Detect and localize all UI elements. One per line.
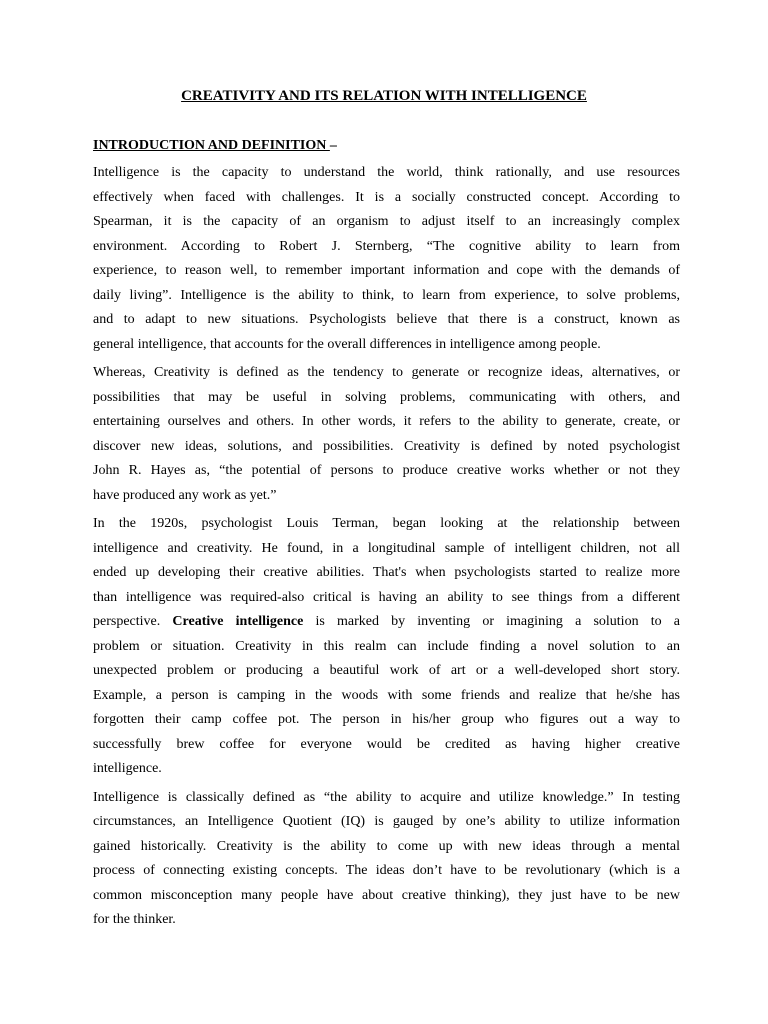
text-line: In the 1920s, psychologist Louis Terman, began looking at the relationship between xyxy=(93,516,680,531)
text-segment: is marked by inventing or imagining a solution to a xyxy=(303,614,681,629)
text-line: successfully brew coffee for everyone would be credited as having higher creative xyxy=(93,736,680,752)
text-segment: perspective. xyxy=(93,614,173,629)
section-heading-text: INTRODUCTION AND DEFINITION xyxy=(93,138,330,153)
paragraph-creativity-definition xyxy=(93,361,680,508)
text-line: John R. Hayes as, “the potential of persons to produce creative works whether or not they xyxy=(93,463,680,478)
text-line: experience, to reason well, to remember important information and cope with the demands of xyxy=(93,263,680,278)
section-heading xyxy=(93,136,337,156)
text-line: environment. According to Robert J. Sternberg, “The cognitive ability to learn from xyxy=(93,238,680,254)
paragraph-intelligence-vs-creativity xyxy=(93,786,680,933)
text-line: ended up developing their creative abilities. That's when psychologists started to realize more xyxy=(93,565,680,580)
text-line: than intelligence was required-also critical is having an ability to see things from a different xyxy=(93,589,680,605)
text-line: possibilities that may be useful in solving problems, communicating with others, and xyxy=(93,389,680,405)
text-line: Example, a person is camping in the woods with some friends and realize that he/she has xyxy=(93,687,680,703)
text-line: forgotten their camp coffee pot. The person in his/her group who figures out a way to xyxy=(93,712,680,727)
text-line: effectively when faced with challenges. It is a socially constructed concept. According to xyxy=(93,189,680,205)
section-heading-dash: – xyxy=(329,138,337,153)
text-line: process of connecting existing concepts. The ideas don’t have to be revolutionary (which is a xyxy=(93,863,680,878)
paragraph-intelligence-definition xyxy=(93,161,680,357)
text-line: circumstances, an Intelligence Quotient (IQ) is gauged by one’s ability to utilize information xyxy=(93,814,680,829)
text-line: Spearman, it is the capacity of an organism to adjust itself to an increasingly complex xyxy=(93,214,680,229)
text-line: intelligence and creativity. He found, in a longitudinal sample of intelligent children, not all xyxy=(93,540,680,556)
text-line: intelligence. xyxy=(93,761,162,776)
text-line: Intelligence is classically defined as “the ability to acquire and utilize knowledge.” In testing xyxy=(93,789,680,805)
text-line: daily living”. Intelligence is the ability to think, to learn from experience, to solve problems, xyxy=(93,287,680,303)
bold-term-creative-intelligence: Creative intelligence xyxy=(172,614,304,629)
text-line: problem or situation. Creativity in this realm can include finding a novel solution to an xyxy=(93,638,680,654)
text-line: Whereas, Creativity is defined as the tendency to generate or recognize ideas, alternatives, or xyxy=(93,365,680,380)
paragraph-terman-research xyxy=(93,512,680,782)
text-line: have produced any work as yet.” xyxy=(93,487,277,503)
document-title: CREATIVITY AND ITS RELATION WITH INTELLIGENCE xyxy=(181,88,587,104)
text-line: entertaining ourselves and others. In other words, it refers to the ability to generate, create, or xyxy=(93,414,680,429)
text-line: gained historically. Creativity is the ability to come up with new ideas through a mental xyxy=(93,838,680,854)
text-line: Intelligence is the capacity to understand the world, think rationally, and use resources xyxy=(93,165,680,180)
text-line: discover new ideas, solutions, and possibilities. Creativity is defined by noted psychologist xyxy=(93,438,680,454)
text-line-with-bold xyxy=(93,610,680,635)
body-text xyxy=(93,161,680,937)
text-line: and to adapt to new situations. Psychologists believe that there is a construct, known as xyxy=(93,312,680,327)
text-line: common misconception many people have about creative thinking), they just have to be new xyxy=(93,887,680,903)
text-line: general intelligence, that accounts for the overall differences in intelligence among people. xyxy=(93,336,601,352)
text-line: unexpected problem or producing a beautiful work of art or a well-developed short story. xyxy=(93,663,680,678)
text-line: for the thinker. xyxy=(93,912,176,927)
